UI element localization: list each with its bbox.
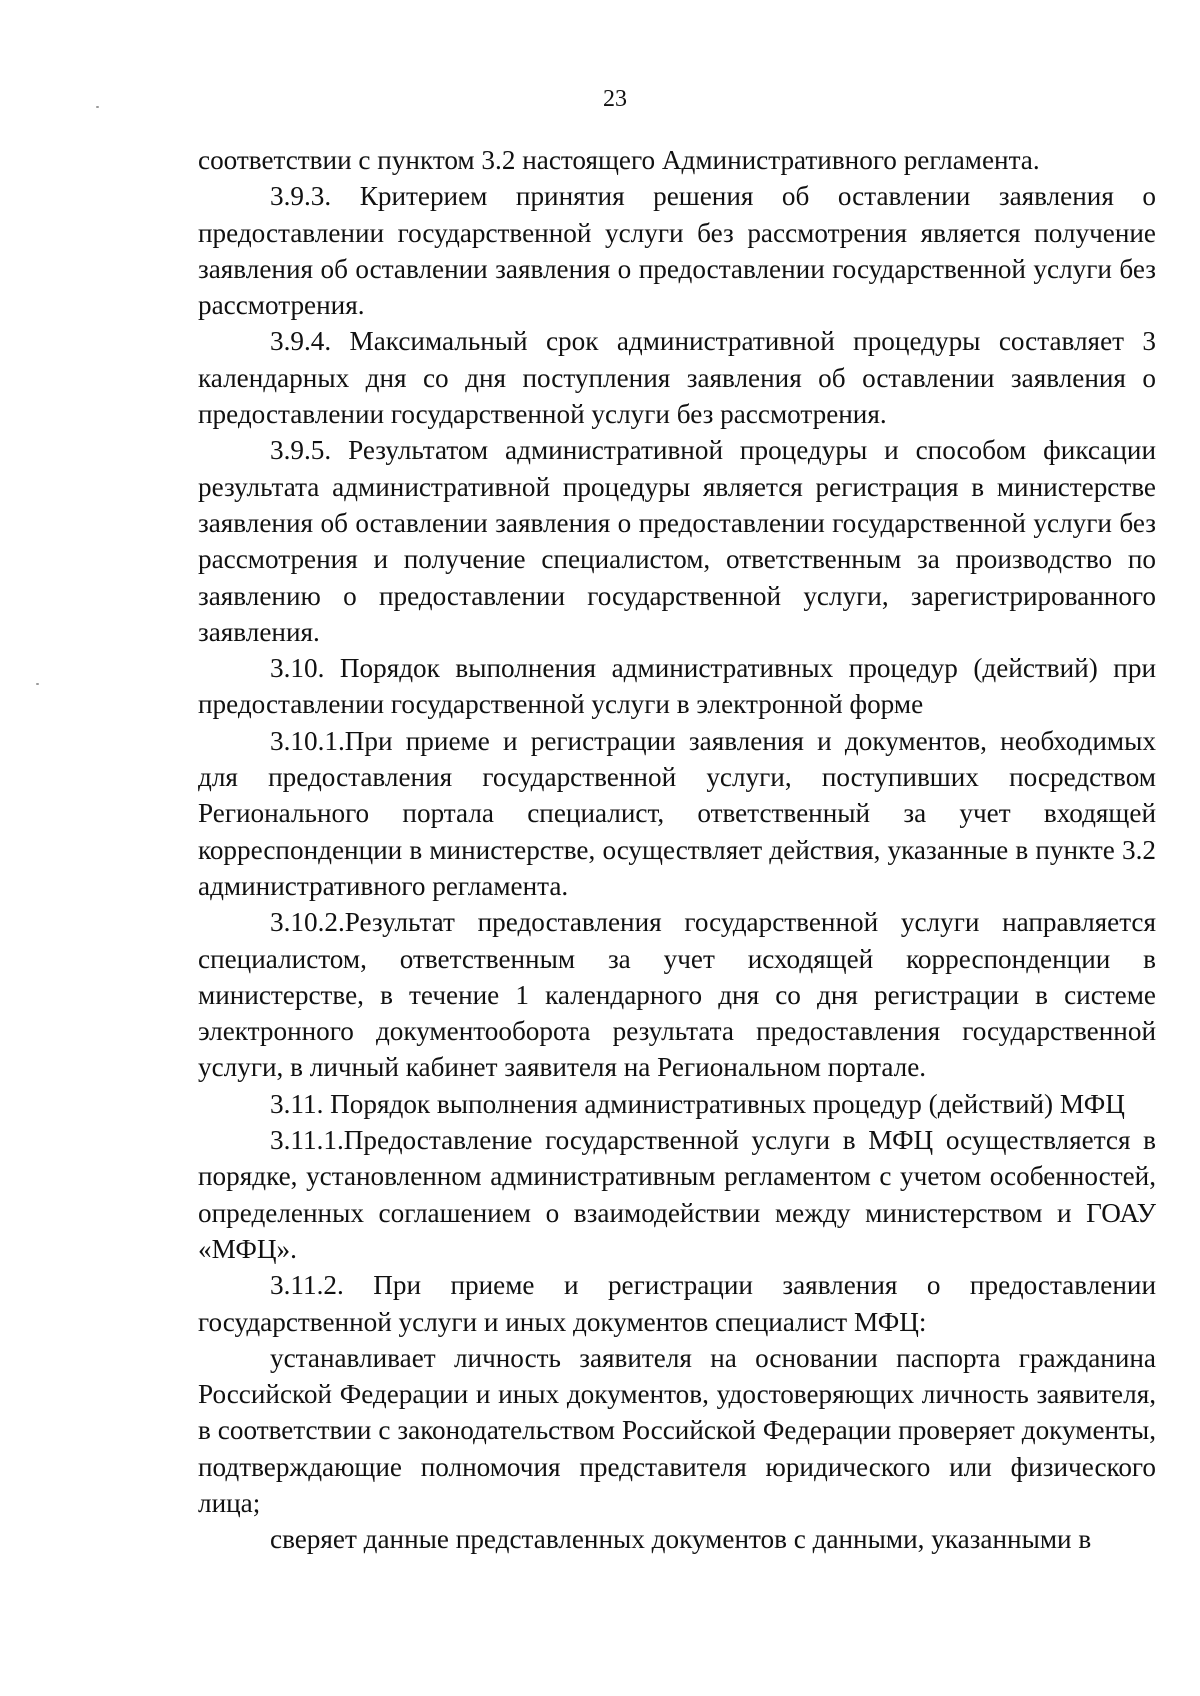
paragraph-3-11-1: 3.11.1.Предоставление государственной услуги в МФЦ осуществляется в порядке, установленном административным регламентом с учетом особенностей, определенных соглашением о взаимодействии между министерством и ГОАУ «МФЦ». [198,1125,1156,1264]
scan-speck [96,106,99,108]
paragraph-continuation: соответствии с пунктом 3.2 настоящего Административного регламента. [198,145,1040,175]
paragraph-3-10-2: 3.10.2.Результат предоставления государственной услуги направляется специалистом, ответственным за учет исходящей корреспонденции в министерстве, в течение 1 календарного дня со дня регистрации в системе электронного документооборота результата предоставления государственной услуги, в личный кабинет заявителя на Региональном портале. [198,907,1156,1083]
paragraph-3-11: 3.11. Порядок выполнения административных процедур (действий) МФЦ [270,1088,1125,1119]
paragraph-identity-check: устанавливает личность заявителя на основании паспорта гражданина Российской Федерации и иных документов, удостоверяющих личность заявителя, в соответствии с законодательством Российской Федерации проверяет документы, подтверждающие полномочия представителя юридического или физического лица; [198,1342,1156,1518]
paragraph-3-9-4: 3.9.4. Максимальный срок административной процедуры составляет 3 календарных дня со дня поступления заявления об оставлении заявления о предоставлении государственной услуги без рассмотрения. [198,326,1156,430]
paragraph-3-9-3: 3.9.3. Критерием принятия решения об оставлении заявления о предоставлении государственной услуги без рассмотрения является получение заявления об оставлении заявления о предоставлении государственной услуги без рассмотрения. [198,181,1156,321]
document-body [198,142,1156,1558]
paragraph-3-10-1: 3.10.1.При приеме и регистрации заявления и документов, необходимых для предоставления государственной услуги, поступивших посредством Регионального портала специалист, ответственный за учет входящей корреспонденции в министерстве, осуществляет действия, указанные в пункте 3.2 административного регламента. [198,725,1156,901]
paragraph-3-10: 3.10. Порядок выполнения административных процедур (действий) при предоставлении государственной услуги в электронной форме [198,653,1156,720]
page-number: 23 [603,86,627,112]
paragraph-3-11-2: 3.11.2. При приеме и регистрации заявления о предоставлении государственной услуги и иных документов специалист МФЦ: [198,1270,1156,1337]
paragraph-data-verification: сверяет данные представленных документов с данными, указанными в [270,1524,1092,1555]
scan-speck [36,683,39,685]
paragraph-3-9-5: 3.9.5. Результатом административной процедуры и способом фиксации результата административной процедуры является регистрация в министерстве заявления об оставлении заявления о предоставлении государственной услуги без рассмотрения и получение специалистом, ответственным за производство по заявлению о предоставлении государственной услуги, зарегистрированного заявления. [198,435,1156,647]
